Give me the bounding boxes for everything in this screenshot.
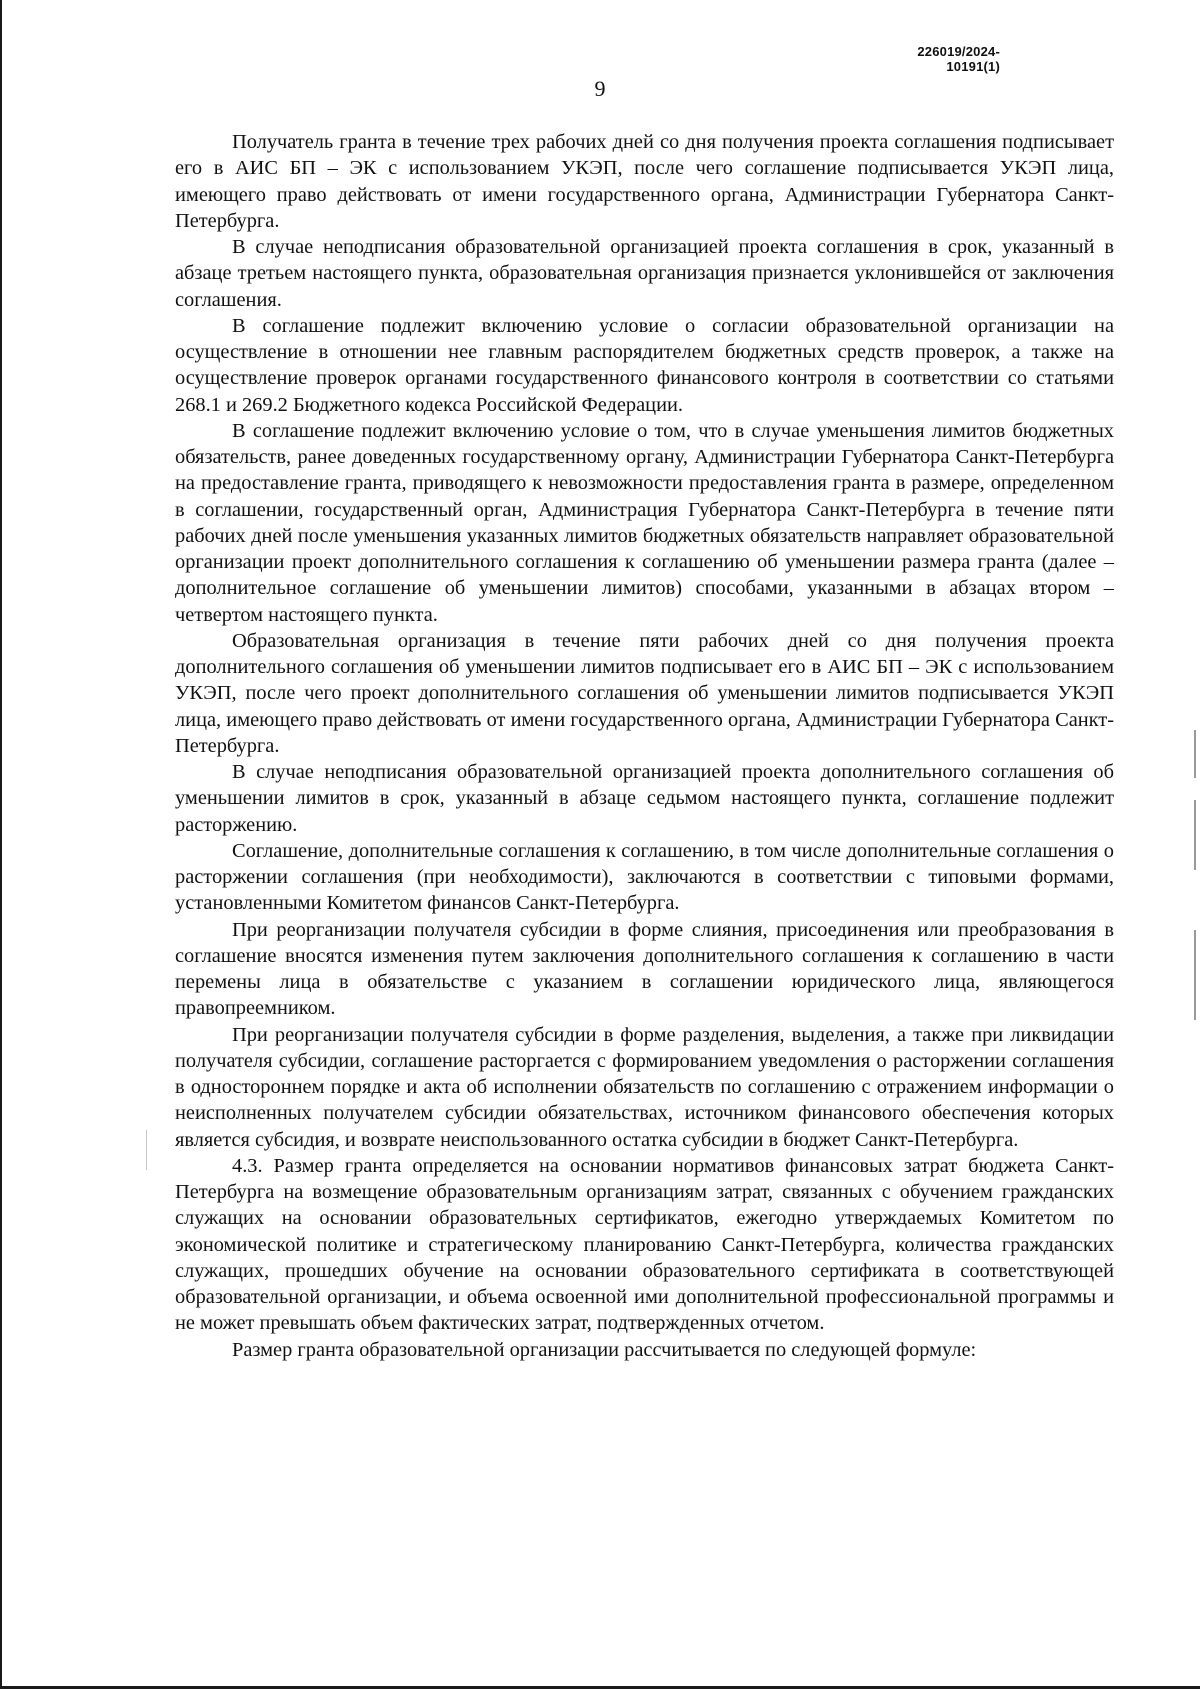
paragraph: Размер гранта образовательной организации рассчитывается по следующей формуле:	[232, 1338, 977, 1361]
paragraph: При реорганизации получателя субсидии в форме разделения, выделения, а также при ликвидации получателя субсидии, соглашение расторгается с формированием уведомления о расторжении соглашения в одностороннем порядке и акта об исполнении обязательств по соглашению с отражением информации о неисполненных получателем субсидии обязательствах, источником финансового обеспечения которых является субсидия, и возврате неиспользованного остатка субсидии в бюджет Санкт-Петербурга.	[175, 1023, 1114, 1151]
scan-artifact	[1194, 930, 1196, 1020]
paragraph: При реорганизации получателя субсидии в форме слияния, присоединения или преобразования в соглашение вносятся изменения путем заключения дополнительного соглашения к соглашению в части перемены лица в обязательстве с указанием в соглашении юридического лица, являющегося правопреемником.	[175, 918, 1114, 1020]
paragraph: Образовательная организация в течение пяти рабочих дней со дня получения проекта дополнительного соглашения об уменьшении лимитов подписывает его в АИС БП – ЭК с использованием УКЭП, после чего проект дополнительного соглашения об уменьшении лимитов подписывается УКЭП лица, имеющего право действовать от имени государственного органа, Администрации Губернатора Санкт-Петербурга.	[175, 629, 1114, 757]
document-body	[175, 129, 1114, 1363]
paragraph: 4.3. Размер гранта определяется на основании нормативов финансовых затрат бюджета Санкт-Петербурга на возмещение образовательным организациям затрат, связанных с обучением гражданских служащих на основании образовательных сертификатов, ежегодно утверждаемых Комитетом по экономической политике и стратегическому планированию Санкт-Петербурга, количества гражданских служащих, прошедших обучение на основании образовательного сертификата в соответствующей образовательной организации, и объема освоенной ими дополнительной профессиональной программы и не может превышать объем фактических затрат, подтвержденных отчетом.	[175, 1154, 1114, 1335]
paragraph: В соглашение подлежит включению условие о том, что в случае уменьшения лимитов бюджетных обязательств, ранее доведенных государственному органу, Администрации Губернатора Санкт-Петербурга на предоставление гранта, приводящего к невозможности предоставления гранта в размере, определенном в соглашении, государственный орган, Администрация Губернатора Санкт-Петербурга в течение пяти рабочих дней после уменьшения указанных лимитов бюджетных обязательств направляет образовательной организации проект дополнительного соглашения к соглашению об уменьшении размера гранта (далее – дополнительное соглашение об уменьшении лимитов) способами, указанными в абзацах втором – четвертом настоящего пункта.	[175, 419, 1114, 626]
paragraph: Соглашение, дополнительные соглашения к соглашению, в том числе дополнительные соглашения о расторжении соглашения (при необходимости), заключаются в соответствии с типовыми формами, установленными Комитетом финансов Санкт-Петербурга.	[175, 839, 1114, 915]
page-number: 9	[594, 76, 606, 101]
paragraph: В случае неподписания образовательной организацией проекта дополнительного соглашения об уменьшении лимитов в срок, указанный в абзаце седьмом настоящего пункта, соглашение подлежит расторжению.	[175, 761, 1114, 836]
scan-left-edge	[0, 0, 2, 1689]
document-registration-number: 226019/2024-10191(1)	[917, 44, 1000, 74]
paragraph: В случае неподписания образовательной организацией проекта соглашения в срок, указанный в абзаце третьем настоящего пункта, образовательная организация признается уклонившейся от заключения соглашения.	[175, 236, 1114, 311]
paragraph: Получатель гранта в течение трех рабочих дней со дня получения проекта соглашения подписывает его в АИС БП – ЭК с использованием УКЭП, после чего соглашение подписывается УКЭП лица, имеющего право действовать от имени государственного органа, Администрации Губернатора Санкт-Петербурга.	[175, 131, 1114, 232]
paragraph: В соглашение подлежит включению условие о согласии образовательной организации на осуществление в отношении нее главным распорядителем бюджетных средств проверок, а также на осуществление проверок органами государственного финансового контроля в соответствии со статьями 268.1 и 269.2 Бюджетного кодекса Российской Федерации.	[175, 314, 1114, 416]
scan-artifact	[1194, 800, 1196, 870]
scan-artifact	[146, 1130, 147, 1170]
scan-artifact	[1194, 730, 1196, 778]
